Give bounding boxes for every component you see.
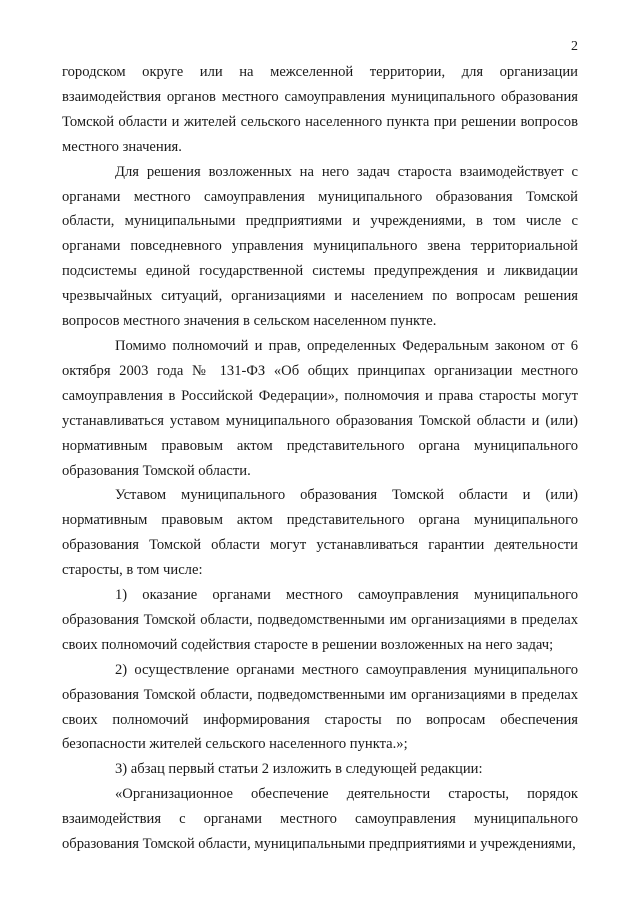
page-number: 2 [571, 39, 578, 54]
paragraph: Помимо полномочий и прав, определенных Федеральным законом от 6 октября 2003 года № 131-ФЗ «Об общих принципах организации местного самоуправления в Российской Федерации», полномочия и права старосты могут устанавливаться уставом муниципального образования Томской области и (или) нормативным правовым актом представительного органа муниципального образования Томской области. [62, 337, 578, 479]
paragraph: Уставом муниципального образования Томской области и (или) нормативным правовым актом представительного органа муниципального образования Томской области могут устанавливаться гарантии деятельности старосты, в том числе: [62, 487, 578, 579]
list-item: 2) осуществление органами местного самоуправления муниципального образования Томской области, подведомственными им организациями в пределах своих полномочий информирования старосты по вопросам обеспечения безопасности жителей сельского населенного пункта.»; [62, 661, 578, 753]
paragraph: Для решения возложенных на него задач староста взаимодействует с органами местного самоуправления муниципального образования Томской области, муниципальными предприятиями и учреждениями, в том числе с органами повседневного управления муниципального звена территориальной подсистемы единой государственной системы предупреждения и ликвидации чрезвычайных ситуаций, организациями и населением по вопросам решения вопросов местного значения в сельском населенном пункте. [62, 163, 578, 330]
paragraph: «Организационное обеспечение деятельности старосты, порядок взаимодействия с органами местного самоуправления муниципального образования Томской области, муниципальными предприятиями и учреждениями, [62, 786, 578, 853]
list-item: 3) абзац первый статьи 2 изложить в следующей редакции: [115, 761, 483, 778]
paragraph: городском округе или на межселенной территории, для организации взаимодействия органов местного самоуправления муниципального образования Томской области и жителей сельского населенного пункта при решении вопросов местного значения. [62, 64, 578, 155]
document-body [62, 60, 578, 857]
list-item: 1) оказание органами местного самоуправления муниципального образования Томской области, подведомственными им организациями в пределах своих полномочий содействия старосте в решении возложенных на него задач; [62, 587, 578, 653]
